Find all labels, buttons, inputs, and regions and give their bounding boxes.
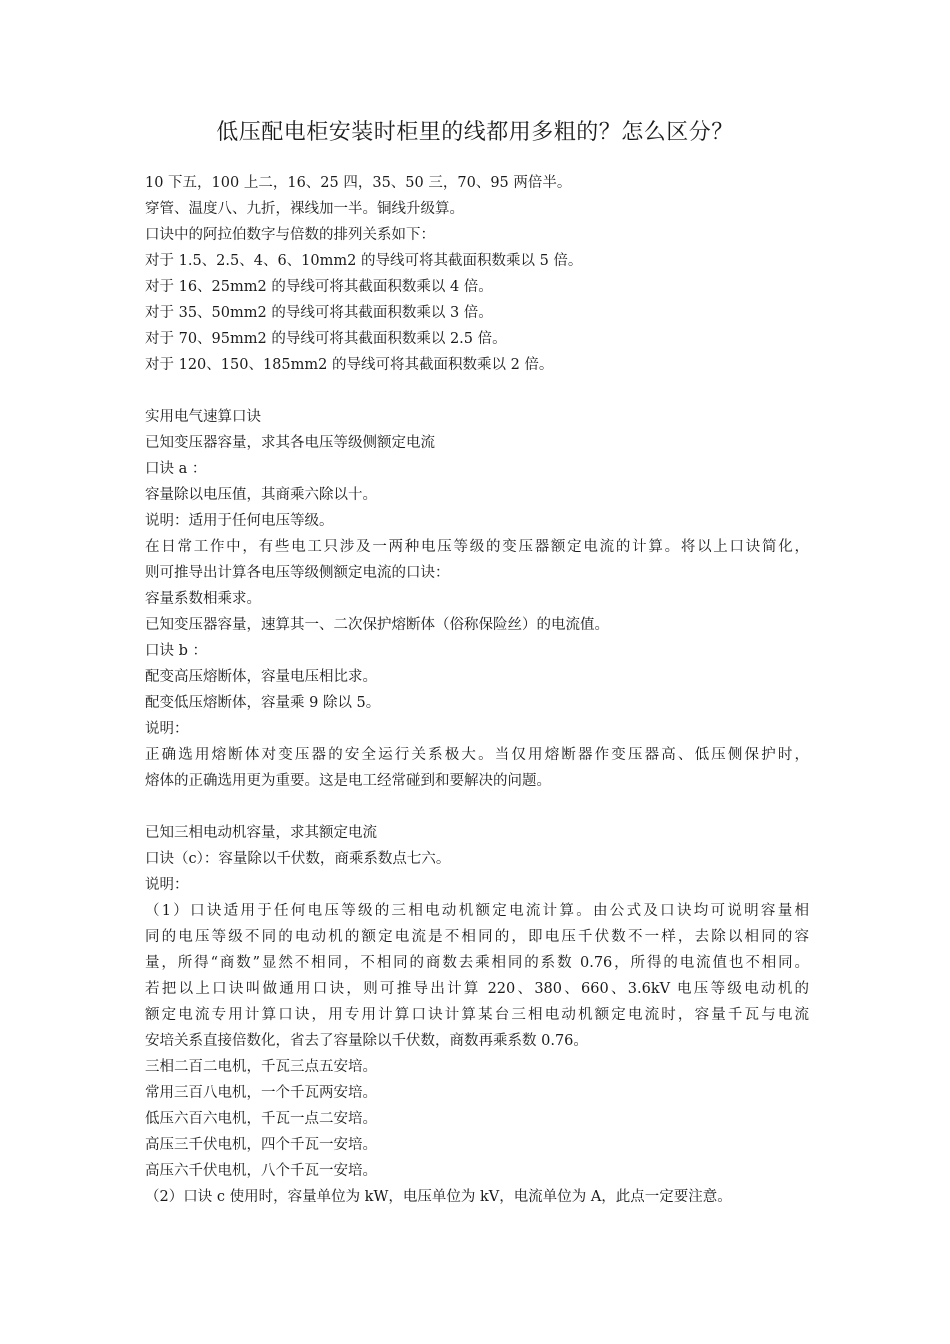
rule-2x: 对于 120、150、185mm2 的导线可将其截面积数乘以 2 倍。 (145, 357, 554, 373)
rhyme-c: 口诀（c）：容量除以千伏数，商乘系数点七六。 (145, 851, 451, 867)
paragraph-line: 则可推导出计算各电压等级侧额定电流的口诀： (145, 565, 450, 581)
document-title: 低压配电柜安装时柜里的线都用多粗的？怎么区分？ (216, 120, 734, 145)
motor-rhyme-3kv: 高压三千伏电机，四个千瓦一安培。 (145, 1137, 377, 1153)
paragraph-line: 若把以上口诀叫做通用口诀，则可推导出计算 220、380、660、3.6kV 电压等级电动机的 (145, 981, 809, 997)
paragraph-line: 量，所得“商数”显然不相同，不相同的商数去乘相同的系数 0.76，所得的电流值也不相同。 (145, 955, 809, 971)
rhyme-line-1: 10 下五，100 上二，16、25 四，35、50 三，70、95 两倍半。 (145, 175, 572, 191)
paragraph-line: 额定电流专用计算口诀，用专用计算口诀计算某台三相电动机额定电流时，容量千瓦与电流 (145, 1007, 809, 1023)
rhyme-b-label: 口诀 b ： (145, 643, 207, 659)
paragraph-gap (145, 378, 809, 404)
rhyme-a-text: 容量除以电压值，其商乘六除以十。 (145, 487, 377, 503)
note-label: 说明： (145, 721, 189, 737)
paragraph-line: 在日常工作中，有些电工只涉及一两种电压等级的变压器额定电流的计算。将以上口诀简化， (145, 539, 809, 555)
rhyme-line-2: 穿管、温度八、九折，裸线加一半。铜线升级算。 (145, 201, 464, 217)
rhyme-b-line-2: 配变低压熔断体，容量乘 9 除以 5。 (145, 695, 381, 711)
motor-rhyme-220v: 三相二百二电机，千瓦三点五安培。 (145, 1059, 377, 1075)
rhyme-intro: 口诀中的阿拉伯数字与倍数的排列关系如下： (145, 227, 435, 243)
rule-2-5x: 对于 70、95mm2 的导线可将其截面积数乘以 2.5 倍。 (145, 331, 507, 347)
paragraph-line: 熔体的正确选用更为重要。这是电工经常碰到和要解决的问题。 (145, 773, 551, 789)
rhyme-a-label: 口诀 a ： (145, 461, 207, 477)
motor-rhyme-660v: 低压六百六电机，千瓦一点二安培。 (145, 1111, 377, 1127)
document-body (145, 170, 809, 1210)
rhyme-a-note: 说明：适用于任何电压等级。 (145, 513, 334, 529)
note-label: 说明： (145, 877, 189, 893)
rhyme-simplified: 容量系数相乘求。 (145, 591, 261, 607)
motor-rhyme-6kv: 高压六千伏电机，八个千瓦一安培。 (145, 1163, 377, 1179)
transformer-current-heading: 已知变压器容量，求其各电压等级侧额定电流 (145, 435, 435, 451)
paragraph-line: 安培关系直接倍数化，省去了容量除以千伏数，商数再乘系数 0.76。 (145, 1033, 588, 1049)
paragraph-line: 正确选用熔断体对变压器的安全运行关系极大。当仅用熔断器作变压器高、低压侧保护时， (145, 747, 809, 763)
motor-rhyme-380v: 常用三百八电机，一个千瓦两安培。 (145, 1085, 377, 1101)
rule-4x: 对于 16、25mm2 的导线可将其截面积数乘以 4 倍。 (145, 279, 493, 295)
rhyme-b-line-1: 配变高压熔断体，容量电压相比求。 (145, 669, 377, 685)
paragraph-line: （1）口诀适用于任何电压等级的三相电动机额定电流计算。由公式及口诀均可说明容量相 (145, 903, 809, 919)
fuse-heading: 已知变压器容量，速算其一、二次保护熔断体（俗称保险丝）的电流值。 (145, 617, 609, 633)
rule-5x: 对于 1.5、2.5、4、6、10mm2 的导线可将其截面积数乘以 5 倍。 (145, 253, 583, 269)
paragraph-gap (145, 794, 809, 820)
unit-note: （2）口诀 c 使用时，容量单位为 kW，电压单位为 kV，电流单位为 A，此点一定要注意。 (145, 1189, 732, 1205)
rule-3x: 对于 35、50mm2 的导线可将其截面积数乘以 3 倍。 (145, 305, 493, 321)
section-heading: 实用电气速算口诀 (145, 409, 261, 425)
paragraph-line: 同的电压等级不同的电动机的额定电流是不相同的，即电压千伏数不一样，去除以相同的容 (145, 929, 809, 945)
motor-current-heading: 已知三相电动机容量，求其额定电流 (145, 825, 377, 841)
